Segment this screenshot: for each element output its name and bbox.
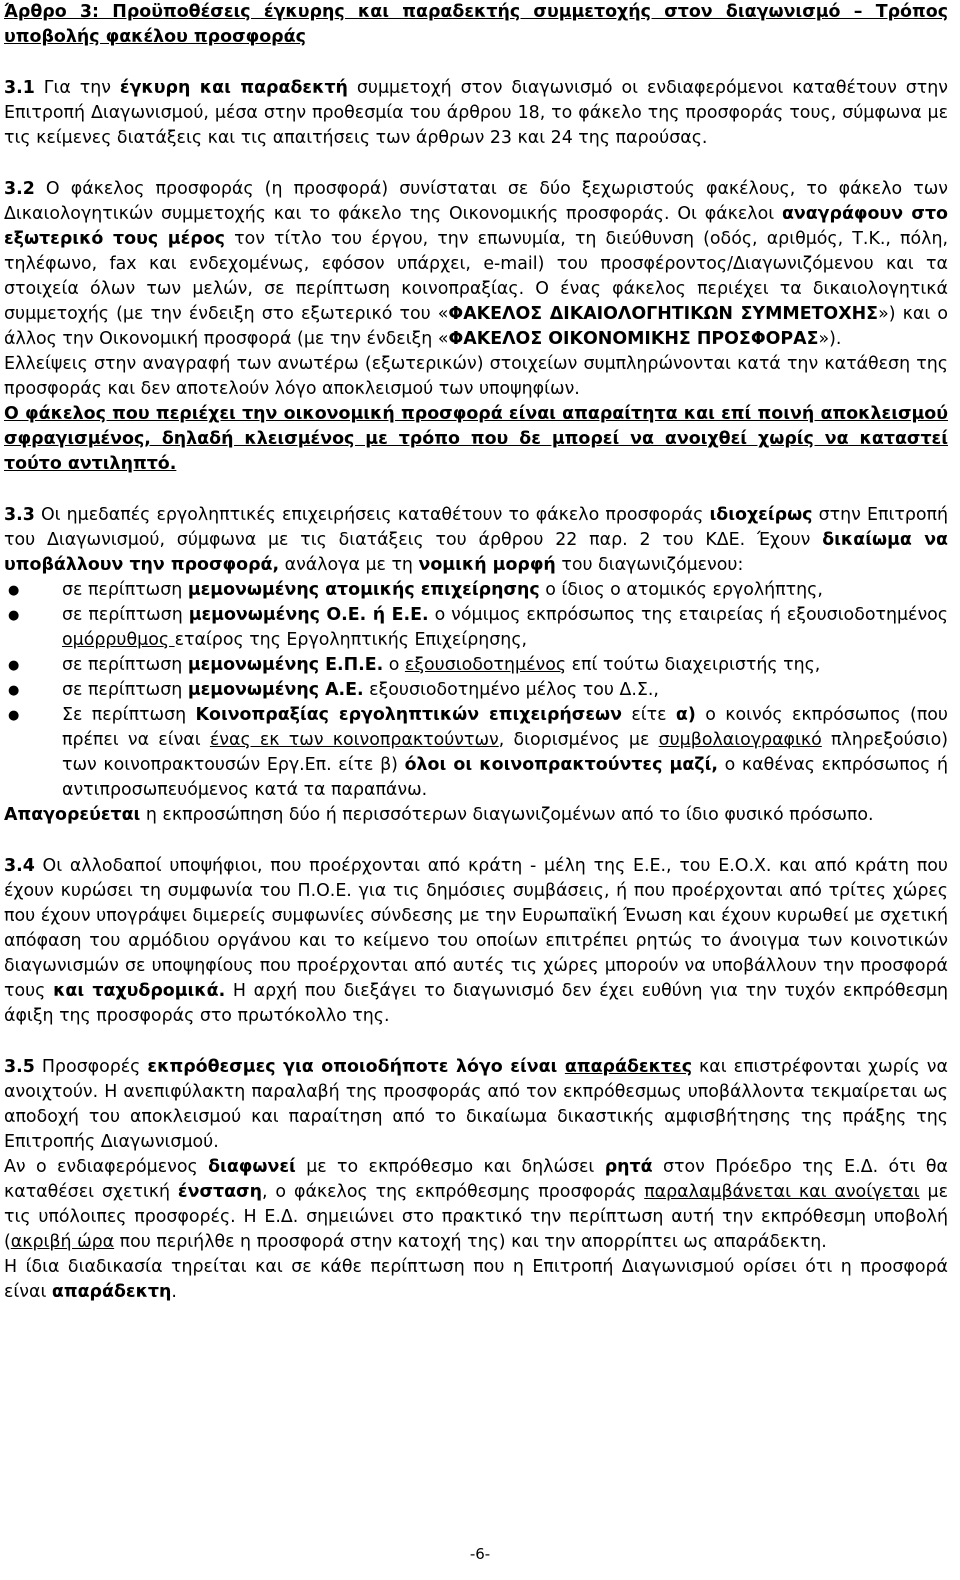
text: εξουσιοδοτημένο μέλος του Δ.Σ., (363, 680, 659, 700)
section-3-3 (4, 503, 948, 578)
section-number: 3.3 (4, 505, 35, 525)
list-item (4, 578, 948, 603)
bold-text: διαφωνεί (208, 1157, 296, 1177)
text: επί τούτω διαχειριστής της, (566, 655, 821, 675)
text: στην Επιτροπή του Διαγωνισμού, σύμφωνα με τις διατάξεις του άρθρου 22 παρ. 2 του ΚΔΕ. Έχουν (4, 505, 948, 550)
list-item (4, 603, 948, 653)
bold-text: δικαίωμα να υποβάλλουν την προσφορά, (4, 530, 948, 575)
bold-text: έγκυρη και παραδεκτή (119, 78, 348, 98)
text: εταίρος της Εργοληπτικής Επιχείρησης, (174, 630, 528, 650)
section-3-4 (4, 854, 948, 1029)
bullet-list (4, 578, 948, 803)
text: του διαγωνιζόμενου: (555, 555, 744, 575)
text: Για την (34, 78, 120, 98)
text: στον Πρόεδρο της Ε.Δ. ότι θα καταθέσει σχετική (4, 1157, 949, 1202)
section-3-5-para-2 (4, 1155, 948, 1255)
bold-text: ιδιοχείρως (709, 505, 813, 525)
text: τον τίτλο του έργου, την επωνυμία, τη διεύθυνση (οδός, αριθμός, Τ.Κ., πόλη, τηλέφωνο, fax και ενδεχομένως, εφόσον υπάρχει, e-mail) του προσφέροντος/Διαγωνιζόμενου και τα στοιχεία όλων των μελών, σε περίπτωση κοινοπραξίας. Ο ένας φάκελος περιέχει τα δικαιολογητικά συμμετοχής (με την ένδειξη στο εξωτερικό του « (4, 229, 948, 324)
bold-text: μεμονωμένης ατομικής επιχείρησης (187, 580, 540, 600)
text: Ο φάκελος προσφοράς (η προσφορά) συνίσταται σε δύο ξεχωριστούς φακέλους, το φάκελο των Δικαιολογητικών συμμετοχής και το φάκελο της Οικονομικής προσφοράς. Οι φάκελοι (4, 179, 948, 224)
section-3-3-closing (4, 803, 948, 828)
text: με τις υπόλοιπες προσφορές. Η Ε.Δ. σημειώνει στο πρακτικό την περίπτωση αυτή την εκπρόθεσμη υποβολή ( (4, 1182, 948, 1252)
text: πληρεξούσιο) των κοινοπρακτουσών Εργ.Επ. είτε β) (62, 730, 948, 775)
section-3-5 (4, 1055, 948, 1155)
bold-text: μεμονωμένης Ο.Ε. ή Ε.Ε. (188, 605, 429, 625)
section-3-2 (4, 177, 948, 352)
text: είτε (621, 705, 676, 725)
section-3-2-para-3 (4, 402, 948, 477)
section-number: 3.1 (4, 78, 35, 98)
section-3-5-para-3 (4, 1255, 948, 1305)
document-page (4, 0, 948, 1305)
text: και επιστρέφονται χωρίς να ανοιχτούν. Η ανεπιφύλακτη παραλαβή της προσφοράς από τον εκπρόθεσμως υποβάλλοντα τεκμαίρεται ως αποδοχή του αποκλεισμού και παραίτηση από το δικαίωμα δικαστικής αμφισβήτησης της πράξης της Επιτροπής Διαγωνισμού. (4, 1057, 948, 1152)
bold-text: α) (675, 705, 696, 725)
underlined-text: εξουσιοδοτημένος (404, 655, 567, 675)
text: σε περίπτωση (62, 605, 189, 625)
text: Η αρχή που διεξάγει το διαγωνισμό δεν έχει ευθύνη για την τυχόν εκπρόθεσμη άφιξη της προσφοράς στο πρωτόκολλο της. (4, 981, 948, 1026)
section-3-2-para-2: Ελλείψεις στην αναγραφή των ανωτέρω (εξωτερικών) στοιχείων συμπληρώνονται κατά την κατάθεση της προσφοράς και δεν αποτελούν λόγο αποκλεισμού των υποψηφίων. (4, 354, 948, 399)
text: Η ίδια διαδικασία τηρείται και σε κάθε περίπτωση που η Επιτροπή Διαγωνισμού ορίσει ότι η προσφορά είναι (4, 1257, 948, 1302)
bold-text: Κοινοπραξίας εργοληπτικών επιχειρήσεων (195, 705, 622, 725)
underlined-text: ακριβή ώρα (10, 1232, 115, 1252)
text: σε περίπτωση (62, 680, 188, 700)
text: σε περίπτωση (62, 655, 188, 675)
bold-text: νομική μορφή (418, 555, 556, 575)
section-number: 3.2 (4, 179, 35, 199)
bold-text: και ταχυδρομικά. (53, 981, 226, 1001)
text: ο καθένας εκπρόσωπος ή αντιπροσωπευόμενος κατά τα παραπάνω. (62, 755, 948, 800)
bold-text: ΦΑΚΕΛΟΣ ΔΙΚΑΙΟΛΟΓΗΤΙΚΩΝ ΣΥΜΜΕΤΟΧΗΣ (448, 304, 879, 324)
text: σε περίπτωση (62, 580, 188, 600)
section-number: 3.5 (4, 1057, 35, 1077)
text: ») και ο άλλος την Οικονομική προσφορά (με την ένδειξη « (4, 304, 948, 349)
text: με το εκπρόθεσμο και δηλώσει (295, 1157, 605, 1177)
text: Αν ο ενδιαφερόμενος (4, 1157, 209, 1177)
bold-text: εκπρόθεσμες για οποιοδήποτε λόγο είναι (147, 1057, 565, 1077)
section-3-1 (4, 76, 948, 151)
spacer (4, 1029, 948, 1055)
list-item (4, 678, 948, 703)
bold-text: ρητά (604, 1157, 653, 1177)
bold-text: μεμονωμένης Ε.Π.Ε. (187, 655, 384, 675)
text: ο νόμιμος εκπρόσωπος της εταιρείας ή εξουσιοδοτημένος (428, 605, 948, 625)
section-number: 3.4 (4, 856, 35, 876)
underlined-text: ομόρρυθμος (62, 630, 175, 650)
list-item (4, 653, 948, 678)
text: »). (818, 329, 842, 349)
text: Οι αλλοδαποί υποψήφιοι, που προέρχονται από κράτη - μέλη της Ε.Ε., του Ε.Ο.Χ. και από κράτη που έχουν κυρώσει τη συμφωνία του Π.Ο.Ε. για τις δημόσιες συμβάσεις, ή που προέρχονται από τρίτες χώρες που έχουν υπογράψει διμερείς συμφωνίες σύνδεσης με την Ευρωπαϊκή Ένωση και έχουν κυρωθεί με σχετική απόφαση του αρμόδιου οργάνου και το κείμενο του οποίων επιτρέπει ρητώς το άνοιγμα των κοινοτικών διαγωνισμών σε υποψηφίους που προέρχονται από αυτές τις χώρες μπορούν να υποβάλλουν την προσφορά τους (4, 856, 948, 1001)
bold-text: ένσταση (177, 1182, 262, 1202)
underlined-text: συμβολαιογραφικό (658, 730, 822, 750)
text: Προσφορές (34, 1057, 148, 1077)
text: ο ίδιος ο ατομικός εργολήπτης, (539, 580, 823, 600)
text: συμμετοχή στον διαγωνισμό οι ενδιαφερόμενοι καταθέτουν στην Επιτροπή Διαγωνισμού, μέσα στην προθεσμία του άρθρου 18, το φάκελο της προσφοράς τους, σύμφωνα με τις κείμενες διατάξεις και τις απαιτήσεις των άρθρων 23 και 24 της παρούσας. (4, 78, 948, 148)
bold-text: ΦΑΚΕΛΟΣ ΟΙΚΟΝΟΜΙΚΗΣ ΠΡΟΣΦΟΡΑΣ (448, 329, 819, 349)
underlined-text: ένας εκ των κοινοπρακτούντων (209, 730, 499, 750)
spacer (4, 50, 948, 76)
list-item (4, 703, 948, 803)
text: ο κοινός εκπρόσωπος (που πρέπει να είναι (62, 705, 948, 750)
article-title-text: Άρθρο 3: Προϋποθέσεις έγκυρης και παραδεκτής συμμετοχής στον διαγωνισμό – Τρόπος υποβολής φακέλου προσφοράς (4, 2, 948, 47)
bold-text: μεμονωμένης Α.Ε. (187, 680, 364, 700)
text: που περιήλθε η προσφορά στην κατοχή της) και την απορρίπτει ως απαράδεκτη. (114, 1232, 827, 1252)
bold-text: απαράδεκτη (51, 1282, 172, 1302)
text: , διορισμένος με (498, 730, 659, 750)
page-number: -6- (469, 1545, 491, 1563)
underlined-bold-text: απαράδεκτες (564, 1057, 693, 1077)
underlined-bold-text: Ο φάκελος που περιέχει την οικονομική προσφορά είναι απαραίτητα και επί ποινή αποκλεισμού σφραγισμένος, δηλαδή κλεισμένος με τρόπο που δε μπορεί να ανοιχθεί χωρίς να καταστεί τούτο αντιληπτό. (4, 404, 948, 474)
text: ανάλογα με τη (279, 555, 419, 575)
article-title (4, 0, 948, 50)
underlined-text: παραλαμβάνεται και ανοίγεται (644, 1182, 920, 1202)
text: Οι ημεδαπές εργοληπτικές επιχειρήσεις καταθέτουν το φάκελο προσφοράς (34, 505, 710, 525)
text: Σε περίπτωση (62, 705, 196, 725)
text: ο (383, 655, 405, 675)
spacer (4, 828, 948, 854)
spacer (4, 477, 948, 503)
text: η εκπροσώπηση δύο ή περισσότερων διαγωνιζομένων από το ίδιο φυσικό πρόσωπο. (140, 805, 874, 825)
bold-text: αναγράφουν στο εξωτερικό τους μέρος (4, 204, 948, 249)
bold-text: όλοι οι κοινοπρακτούντες μαζί, (404, 755, 718, 775)
bold-text: Απαγορεύεται (4, 805, 141, 825)
text: . (171, 1282, 177, 1302)
text: , ο φάκελος της εκπρόθεσμης προσφοράς (261, 1182, 645, 1202)
spacer (4, 151, 948, 177)
